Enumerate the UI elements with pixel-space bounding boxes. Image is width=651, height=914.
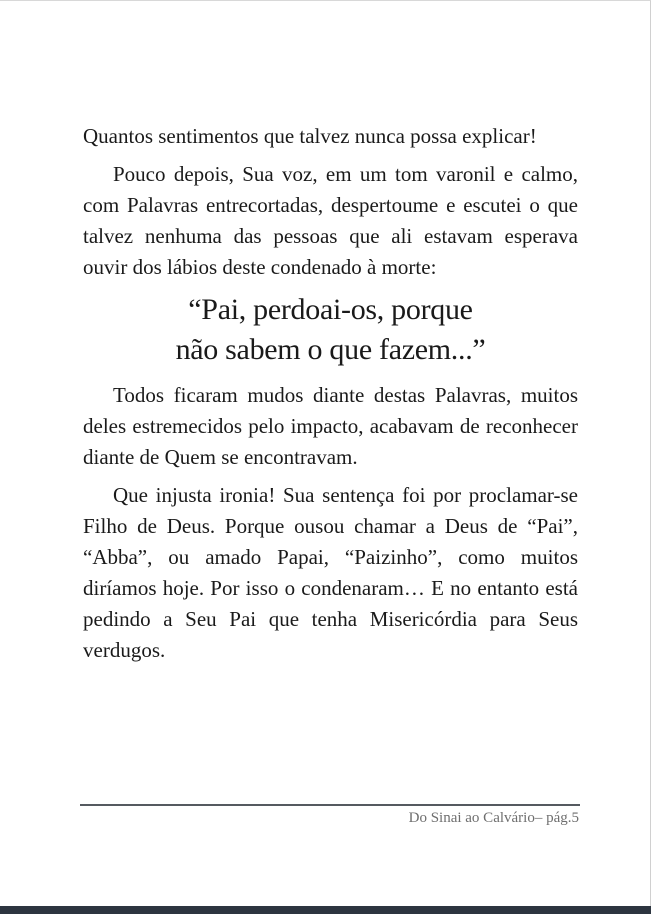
footer-divider <box>80 804 580 806</box>
paragraph-3: Todos ficaram mudos diante destas Palavras, muitos deles estremecidos pelo impacto, acabavam de reconhecer diante de Quem se encontravam. <box>83 383 578 469</box>
quote-line-1: “Pai, perdoai-os, porque <box>188 293 473 326</box>
body-text <box>83 121 578 673</box>
quote-line-2: não sabem o que fazem...” <box>175 333 486 366</box>
paragraph-1: Quantos sentimentos que talvez nunca possa explicar! <box>83 124 537 148</box>
paragraph-4: Que injusta ironia! Sua sentença foi por proclamar-se Filho de Deus. Porque ousou chamar a Deus de “Pai”, “Abba”, ou amado Papai, “Paizinho”, como muitos diríamos hoje. Por isso o condenaram… E no entanto está pedindo a Seu Pai que tenha Misericórdia para Seus verdugos. <box>83 483 578 662</box>
paragraph-2: Pouco depois, Sua voz, em um tom varonil e calmo, com Palavras entrecortadas, despertoume e escutei o que talvez nenhuma das pessoas que ali estavam esperava ouvir dos lábios deste condenado à morte: <box>83 162 578 279</box>
running-footer: Do Sinai ao Calvário– pág.5 <box>408 810 579 826</box>
block-quote <box>83 290 578 370</box>
viewer-bottom-edge <box>0 906 651 914</box>
